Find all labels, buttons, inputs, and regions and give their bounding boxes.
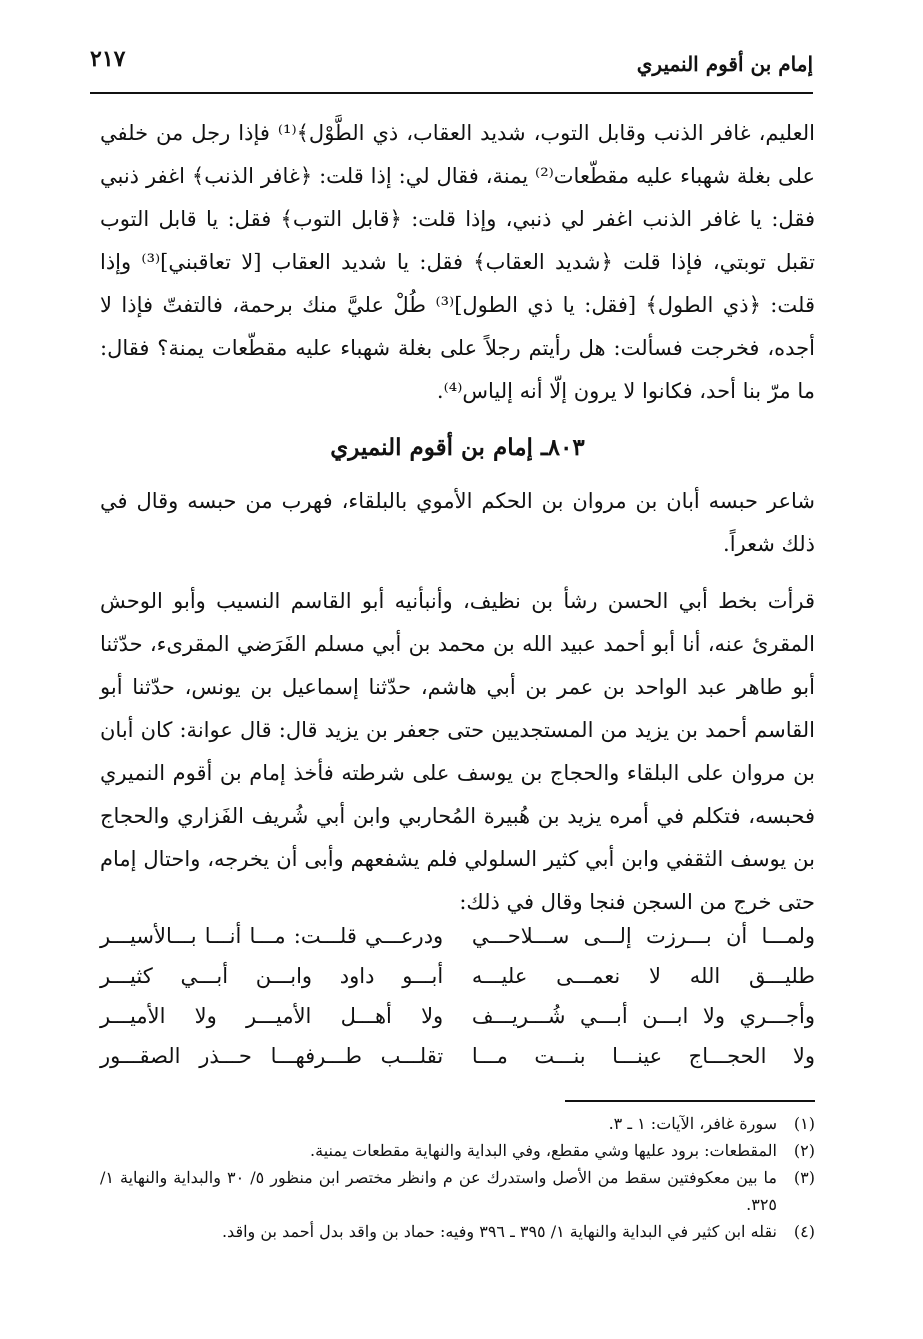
body-text <box>100 112 815 924</box>
paragraph-narration: قرأت بخط أبي الحسن رشأ بن نظيف، وأنبأنيه أبو القاسم النسيب وأبو الوحش المقرئ عنه، أنا أبو أحمد عبيد الله بن محمد بن أبي مسلم الفَرَضي المقرىء، حدّثنا أبو طاهر عبد الواحد بن عمر بن أبي هاشم، حدّثنا إسماعيل بن يونس، حدّثنا أبو القاسم أحمد بن يزيد من المستجديين حتى جعفر بن يزيد قال: قال عوانة: كان أبان بن مروان على البلقاء والحجاج بن يوسف على شرطته فأخذ إمام بن أقوم النميري فحبسه، فتكلم في أمره يزيد بن هُبيرة المُحاربي وابن أبي شُريف الفَزاري والحجاج بن يوسف الثقفي وابن أبي كثير السلولي فلم يشفعهم وأبى أن يخرجه، واحتال إمام حتى خرج من السجن فنجا وقال في ذلك: <box>100 589 815 914</box>
footnote-number: (٤) <box>793 1222 815 1241</box>
poem-line <box>100 916 815 956</box>
poem <box>100 916 815 1076</box>
footnote-text: سورة غافر، الآيات: ١ ـ ٣. <box>608 1114 777 1133</box>
poem-hemistich-first: طليـــق الله لا نعمـــى عليـــه <box>471 964 815 988</box>
footnote-divider <box>565 1100 815 1102</box>
poem-hemistich-first: وأجـــري ولا ابـــن أبـــي شُـــريـــف <box>471 1004 815 1028</box>
footnote <box>100 1218 815 1245</box>
poem-hemistich-second: ودرعـــي قلـــت: مـــا أنـــا بـــالأسيـــر <box>100 924 444 948</box>
poem-line <box>100 996 815 1036</box>
running-title: إمام بن أقوم النميري <box>636 52 813 76</box>
footnote-number: (٣) <box>793 1168 815 1187</box>
footnote <box>100 1110 815 1137</box>
poem-hemistich-second: ولا أهـــل الأميـــر ولا الأميـــر <box>100 1004 444 1028</box>
page-number: ٢١٧ <box>90 46 126 72</box>
poem-line <box>100 956 815 996</box>
poem-hemistich-first: ولمـــا أن بـــرزت إلـــى ســـلاحـــي <box>471 924 815 948</box>
poem-hemistich-first: ولا الحجـــاج عينـــا بنـــت مـــا <box>471 1044 815 1068</box>
footnote-text: المقطعات: برود عليها وشي مقطع، وفي البداية والنهاية مقطعات يمنية. <box>310 1141 777 1160</box>
footnote-number: (٢) <box>793 1141 815 1160</box>
running-header <box>90 40 813 94</box>
footnote-text: نقله ابن كثير في البداية والنهاية ١/ ٣٩٥ ـ ٣٩٦ وفيه: حماد بن واقد بدل أحمد بن واقد. <box>221 1222 777 1241</box>
poem-hemistich-second: تقلـــب طـــرفهـــا حـــذر الصقـــور <box>100 1044 444 1068</box>
footnote-number: (١) <box>793 1114 815 1133</box>
poem-hemistich-second: أبـــو داود وابـــن أبـــي كثيـــر <box>100 964 444 988</box>
paragraph-continued: العليم، غافر الذنب وقابل التوب، شديد العقاب، ذي الطَّوْل﴾⁽¹⁾ فإذا رجل من خلفي على بغلة شهباء عليه مقطّعات⁽²⁾ يمنة، فقال لي: إذا قلت: ﴿غافر الذنب﴾ اغفر ذنبي فقل: يا غافر الذنب اغفر لي ذنبي، وإذا قلت: ﴿قابل التوب﴾ فقل: يا قابل التوب تقبل توبتي، فإذا قلت ﴿شديد العقاب﴾ فقل: يا شديد العقاب [لا تعاقبني]⁽³⁾ وإذا قلت: ﴿ذي الطول﴾ [فقل: يا ذي الطول]⁽³⁾ طُلْ عليَّ منك برحمة، فالتفتّ فإذا لا أجده، فخرجت فسألت: هل رأيتم رجلاً على بغلة شهباء عليه مقطّعات يمنة؟ فقال: ما مرّ بنا أحد، فكانوا لا يرون إلّا أنه إلياس⁽⁴⁾. <box>100 121 815 403</box>
footnotes <box>100 1110 815 1245</box>
footnote-text: ما بين معكوفتين سقط من الأصل واستدرك عن م وانظر مختصر ابن منظور ٥/ ٣٠ والبداية والنهاية ١/ ٣٢٥. <box>100 1168 777 1214</box>
poem-line <box>100 1036 815 1076</box>
entry-heading: ٨٠٣ـ إمام بن أقوم النميري <box>330 434 585 461</box>
footnote <box>100 1164 815 1218</box>
footnote <box>100 1137 815 1164</box>
paragraph-biography: شاعر حبسه أبان بن مروان بن الحكم الأموي بالبلقاء، فهرب من حبسه وقال في ذلك شعراً. <box>100 489 815 556</box>
